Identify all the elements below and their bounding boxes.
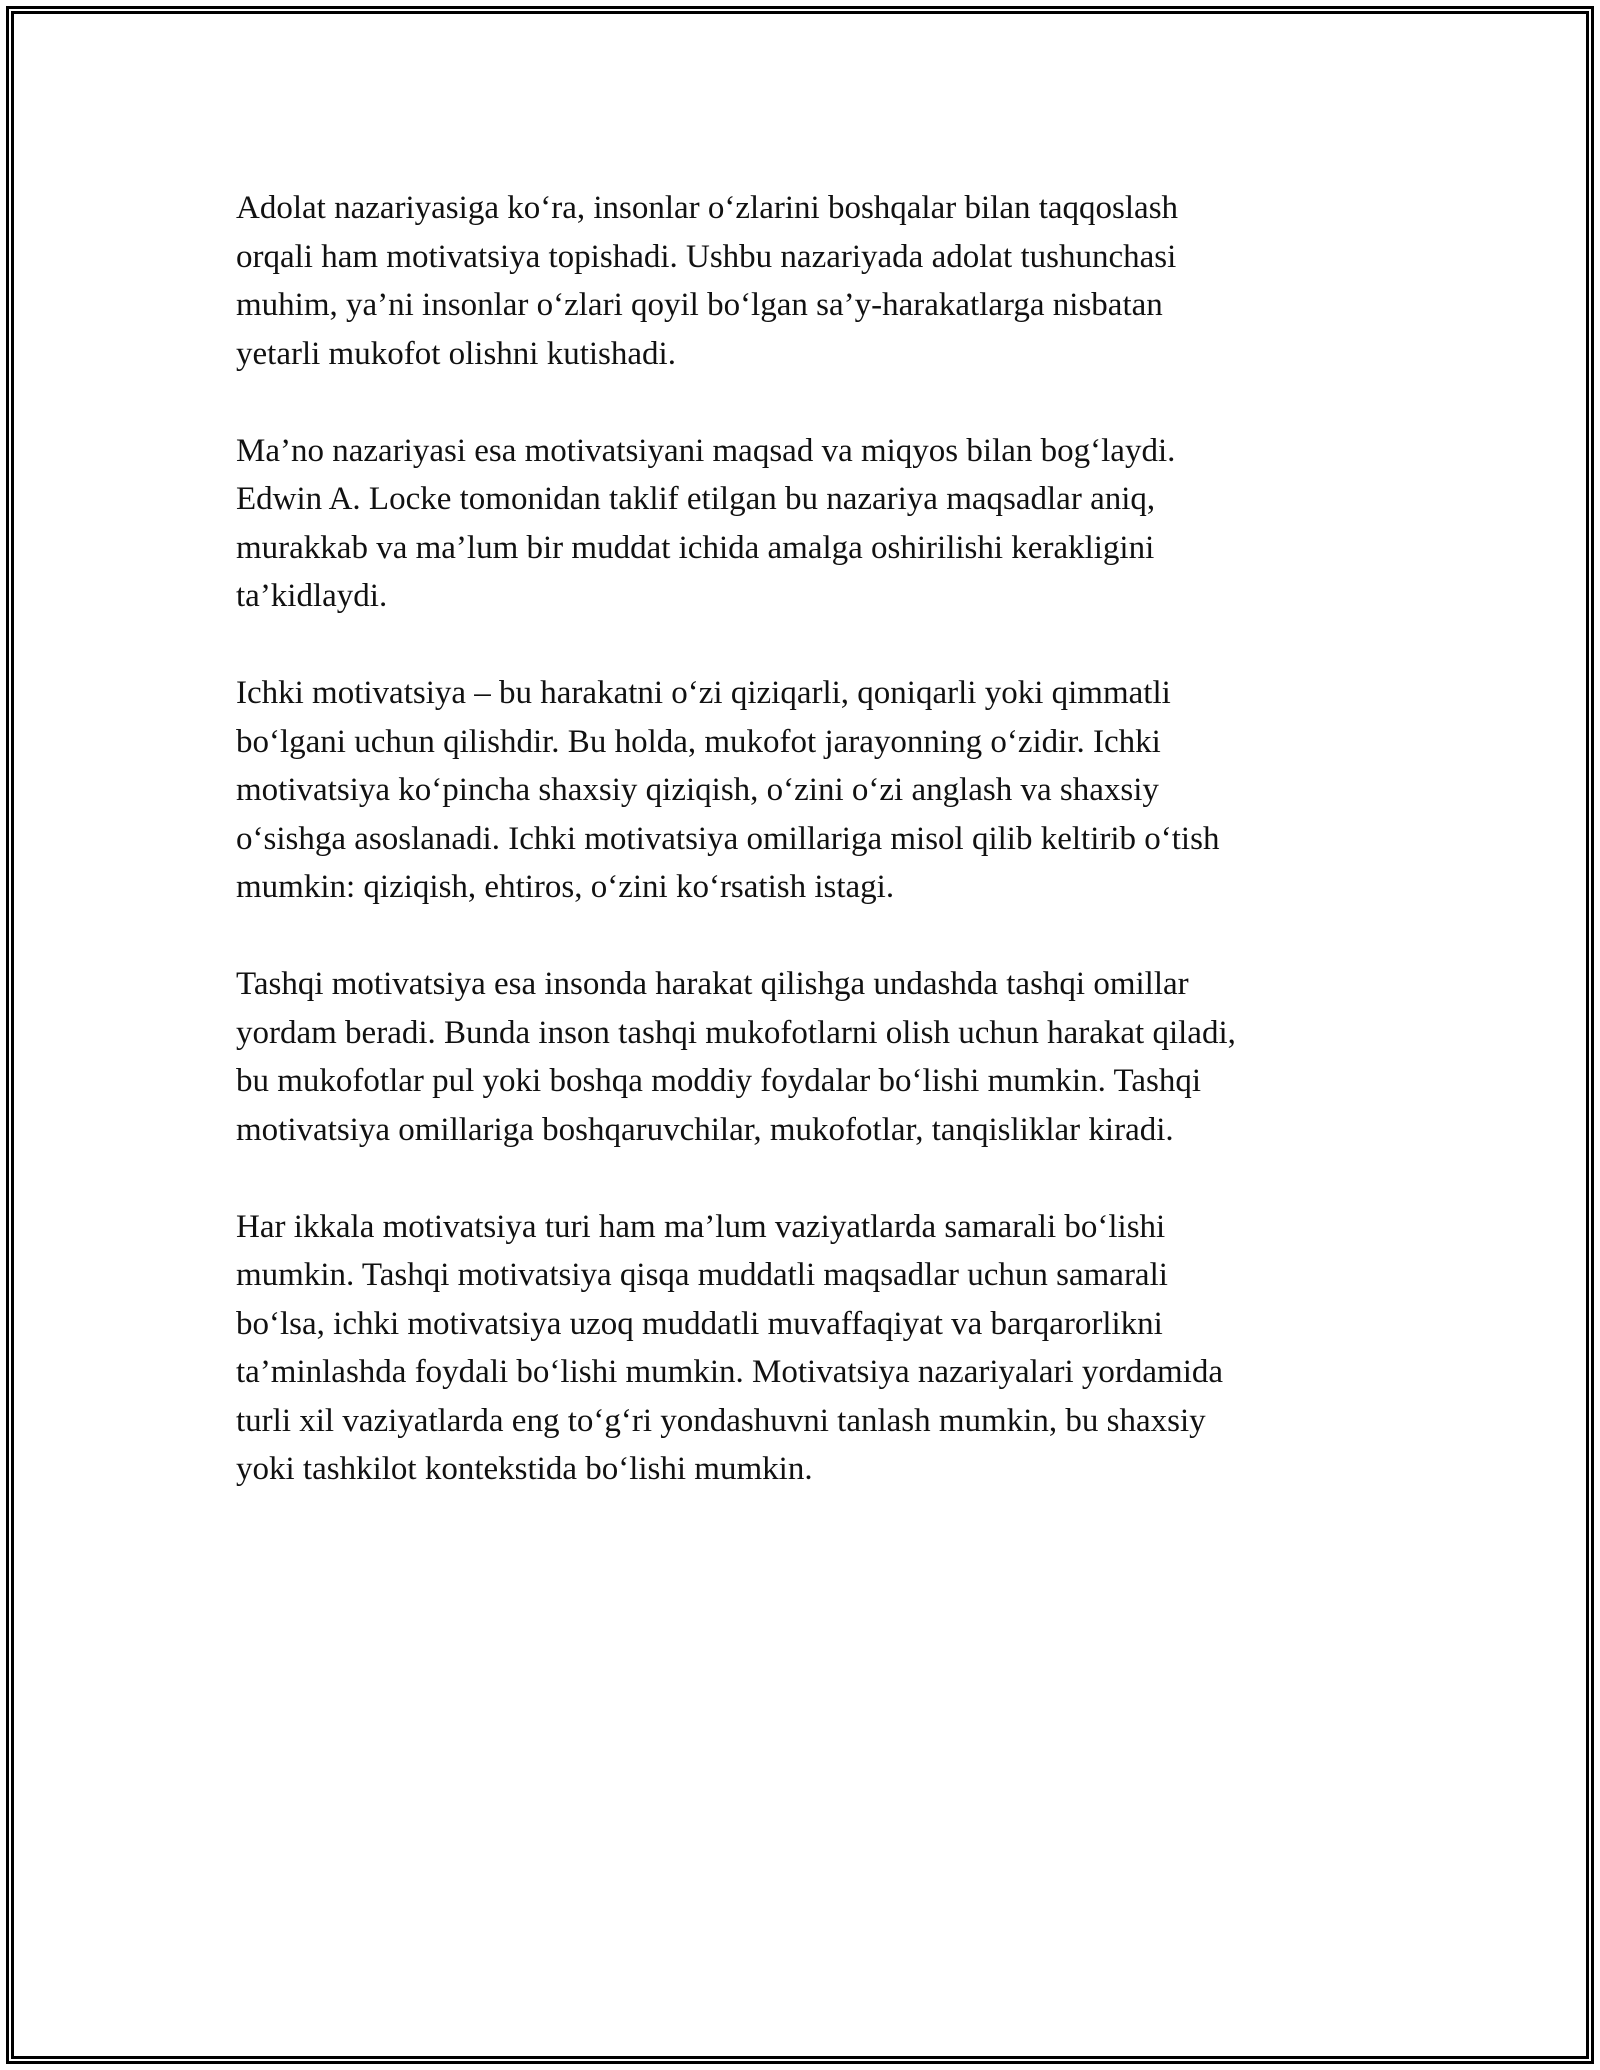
text-line: ta’minlashda foydali boʻlishi mumkin. Motivatsiya nazariyalari yordamida <box>236 1354 1224 1390</box>
text-line: murakkab va ma’lum bir muddat ichida amalga oshirilishi kerakligini <box>236 529 1155 566</box>
text-line: Adolat nazariyasiga koʻra, insonlar oʻzlarini boshqalar bilan taqqoslash <box>236 190 1179 226</box>
document-body <box>236 184 1386 1542</box>
text-line: orqali ham motivatsiya topishadi. Ushbu nazariyada adolat tushunchasi <box>236 238 1177 275</box>
paragraph-mano-nazariyasi <box>236 427 1386 621</box>
text-line: bu mukofotlar pul yoki boshqa moddiy foydalar boʻlishi mumkin. Tashqi <box>236 1063 1201 1099</box>
text-line: mumkin. Tashqi motivatsiya qisqa muddatli maqsadlar uchun samarali <box>236 1257 1168 1293</box>
text-line: Edwin A. Locke tomonidan taklif etilgan bu nazariya maqsadlar aniq, <box>236 481 1156 517</box>
text-line: yetarli mukofot olishni kutishadi. <box>236 335 676 372</box>
paragraph-tashqi-motivatsiya <box>236 960 1386 1154</box>
text-line: oʻsishga asoslanadi. Ichki motivatsiya omillariga misol qilib keltirib oʻtish <box>236 820 1220 857</box>
text-line: motivatsiya koʻpincha shaxsiy qiziqish, oʻzini oʻzi anglash va shaxsiy <box>236 772 1159 808</box>
text-line: Ichki motivatsiya – bu harakatni oʻzi qiziqarli, qoniqarli yoki qimmatli <box>236 675 1171 711</box>
text-line: Har ikkala motivatsiya turi ham ma’lum vaziyatlarda samarali boʻlishi <box>236 1208 1166 1245</box>
text-line: muhim, ya’ni insonlar oʻzlari qoyil boʻlgan sa’y-harakatlarga nisbatan <box>236 287 1163 323</box>
text-line: mumkin: qiziqish, ehtiros, oʻzini koʻrsatish istagi. <box>236 869 895 905</box>
text-line: turli xil vaziyatlarda eng toʻgʻri yondashuvni tanlash mumkin, bu shaxsiy <box>236 1402 1206 1439</box>
text-line: Tashqi motivatsiya esa insonda harakat qilishga undashda tashqi omillar <box>236 966 1189 1002</box>
text-line: motivatsiya omillariga boshqaruvchilar, mukofotlar, tanqisliklar kiradi. <box>236 1111 1174 1148</box>
text-line: Ma’no nazariyasi esa motivatsiyani maqsad va miqyos bilan bogʻlaydi. <box>236 432 1176 469</box>
text-line: boʻlsa, ichki motivatsiya uzoq muddatli muvaffaqiyat va barqarorlikni <box>236 1305 1163 1342</box>
paragraph-ichki-motivatsiya <box>236 669 1386 912</box>
text-line: boʻlgani uchun qilishdir. Bu holda, mukofot jarayonning oʻzidir. Ichki <box>236 723 1161 760</box>
text-line: yordam beradi. Bunda inson tashqi mukofotlarni olish uchun harakat qiladi, <box>236 1014 1236 1051</box>
paragraph-xulosa <box>236 1203 1386 1494</box>
text-line: ta’kidlaydi. <box>236 578 388 614</box>
text-line: yoki tashkilot kontekstida boʻlishi mumkin. <box>236 1451 813 1487</box>
paragraph-adolat-nazariyasi <box>236 184 1386 378</box>
